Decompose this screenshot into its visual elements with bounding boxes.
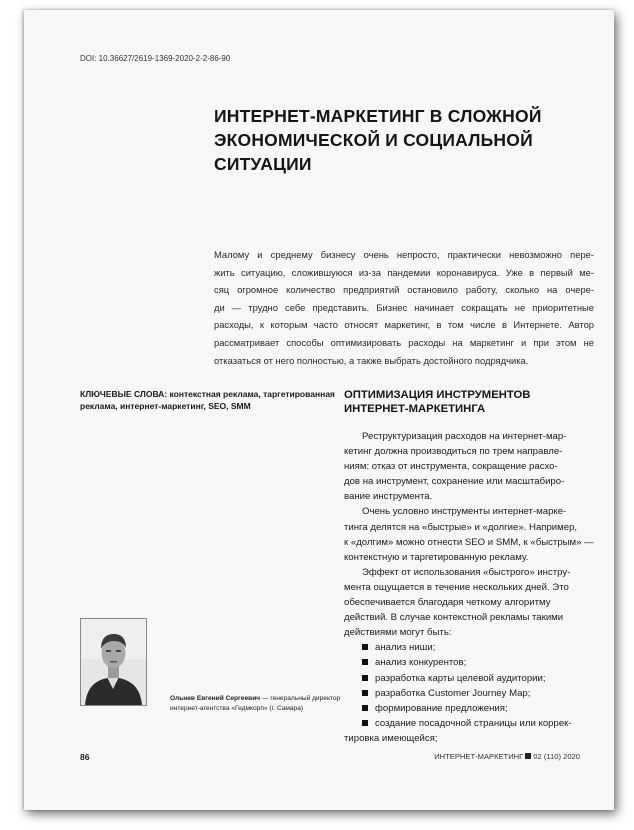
list-item-text: создание посадочной страницы или коррек-: [375, 717, 572, 729]
body-line: дов на инструмент, сохранение или масштабиро-: [344, 476, 565, 488]
list-item-text: анализ ниши;: [375, 642, 436, 654]
author-portrait-image: [81, 619, 146, 705]
keywords-text: контекстная реклама, таргетированная: [167, 389, 335, 399]
bullet-square-icon: [362, 705, 368, 711]
keywords-line: реклама, интернет-маркетинг, SEO, SMM: [80, 401, 251, 411]
running-footer: [434, 752, 580, 761]
body-text: [344, 429, 594, 746]
section-heading: [344, 388, 604, 416]
list-item-text: анализ конкурентов;: [375, 657, 467, 669]
keywords-block: [80, 388, 335, 412]
abstract-line: расходы, к которым часто относят маркетинг, в том числе в Интернете. Автор: [214, 319, 594, 331]
body-line: к «долгим» можно отнести SEO и SMM, к «быстрым» —: [344, 536, 594, 548]
body-line: Эффект от использования «быстрого» инстру-: [362, 566, 571, 578]
separator-square-icon: [525, 753, 531, 759]
list-item: [344, 671, 594, 686]
keywords-label: КЛЮЧЕВЫЕ СЛОВА:: [80, 389, 168, 399]
body-line: контекстную и таргетированную рекламу.: [344, 551, 529, 563]
author-caption-line: интернет-агентства «Гедмкорп» (г. Самара): [170, 705, 304, 712]
body-line: тировка имеющейся;: [344, 732, 438, 744]
bullet-square-icon: [362, 659, 368, 665]
page-number: 86: [80, 752, 90, 762]
list-item: [344, 716, 594, 731]
keywords-line: [80, 388, 335, 400]
author-caption-line: [170, 694, 350, 704]
doi-line: DOI: 10.36627/2619-1369-2020-2-2-86-90: [80, 54, 231, 63]
article-title-line: ЭКОНОМИЧЕСКОЙ И СОЦИАЛЬНОЙ: [214, 130, 533, 150]
body-line: Реструктуризация расходов на интернет-мар-: [362, 431, 567, 442]
list-item-text: разработка карты целевой аудитории;: [375, 672, 546, 684]
journal-page: [24, 10, 614, 810]
abstract-line: сяц огромное количество предприятий остановило работу, сколько на очере-: [214, 284, 594, 296]
abstract-line: рассматривает способы оптимизировать расходы на маркетинг и при этом не: [214, 336, 594, 348]
list-item-text: формирование предложения;: [375, 702, 508, 714]
bullet-square-icon: [362, 644, 368, 650]
article-title-line: ИНТЕРНЕТ-МАРКЕТИНГ В СЛОЖНОЙ: [214, 106, 542, 126]
body-line: ниям: отказ от инструмента, сокращение расхо-: [344, 461, 558, 473]
abstract-line: ди — трудно себе представить. Бизнес начинает сокращать не приоритетные: [214, 301, 594, 313]
list-item: [344, 655, 594, 670]
author-role: — генеральный директор: [260, 695, 341, 702]
section-heading-line: ИНТЕРНЕТ-МАРКЕТИНГА: [344, 403, 486, 415]
abstract-line: отказаться от него полностью, а также выбрать достойного подрядчика.: [214, 354, 529, 366]
journal-name: ИНТЕРНЕТ-МАРКЕТИНГ: [434, 752, 524, 761]
article-title: [214, 104, 594, 176]
author-caption: [170, 694, 350, 714]
body-line: действий. В случае контекстной рекламы такими: [344, 612, 564, 624]
abstract: [214, 246, 594, 369]
list-item: [344, 640, 594, 655]
author-photo: [80, 618, 147, 706]
list-item: [344, 701, 594, 716]
bullet-square-icon: [362, 720, 368, 726]
body-line: действиями могут быть:: [344, 627, 452, 639]
body-line: кетинг должна производиться по трем направле-: [344, 446, 563, 458]
bullet-square-icon: [362, 675, 368, 681]
issue-number: 02 (110) 2020: [533, 752, 580, 761]
article-title-line: СИТУАЦИИ: [214, 154, 312, 174]
body-line: вание инструмента.: [344, 491, 433, 503]
list-item: [344, 686, 594, 701]
body-line: Очень условно инструменты интернет-марке-: [362, 506, 567, 518]
abstract-line: Малому и среднему бизнесу очень непросто, практически невозможно пере-: [214, 249, 594, 260]
body-line: тинга делятся на «быстрые» и «долгие». Например,: [344, 521, 578, 533]
abstract-line: жить ситуацию, сложившуюся из-за пандемии коронавируса. Уже в первый ме-: [214, 266, 594, 278]
body-line: мента ощущается в течение нескольких дней. Это: [344, 581, 569, 593]
list-item-text: разработка Customer Journey Map;: [375, 687, 531, 699]
body-line: обеспечивается благодаря четкому алгоритму: [344, 597, 551, 609]
section-heading-line: ОПТИМИЗАЦИЯ ИНСТРУМЕНТОВ: [344, 389, 531, 401]
bullet-square-icon: [362, 690, 368, 696]
author-name: Ольнев Евгений Сергеевич: [170, 695, 261, 702]
